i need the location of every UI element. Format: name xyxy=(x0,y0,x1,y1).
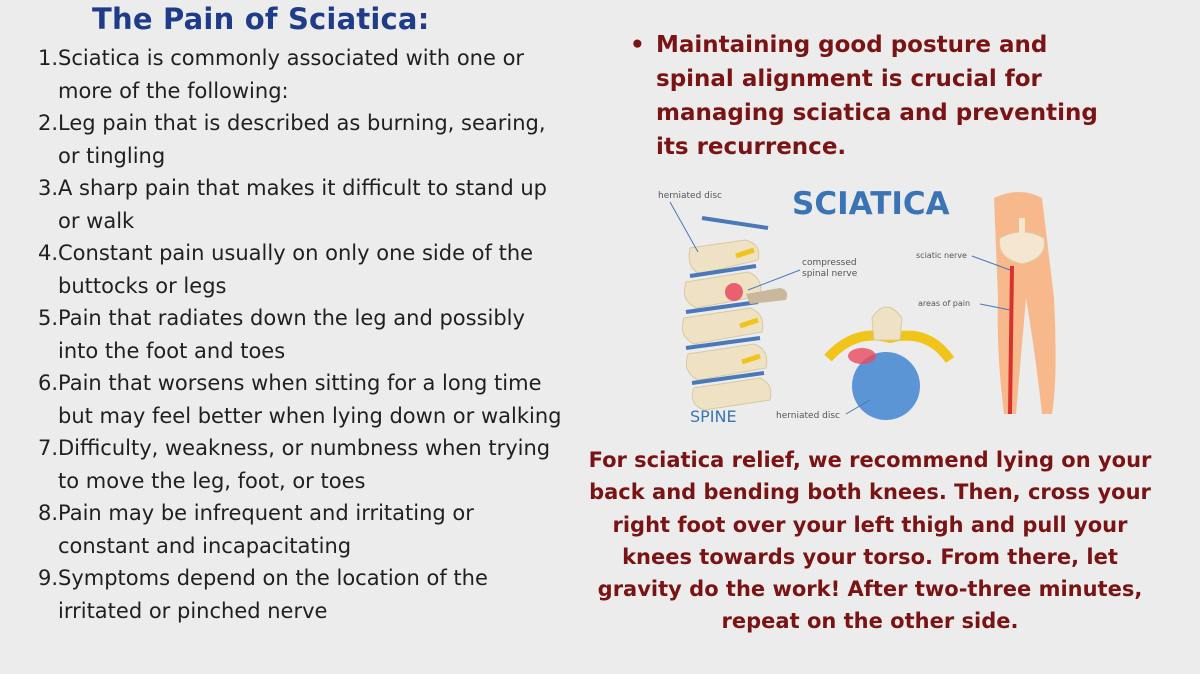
sciatica-illustration xyxy=(650,178,1080,430)
illustration-heading: SCIATICA xyxy=(792,186,950,222)
list-item: 2. Leg pain that is described as burning, searing, or tingling xyxy=(37,111,546,168)
posture-note-text: Maintaining good posture and spinal alignment is crucial for managing sciatica and preventing its recurrence. xyxy=(656,32,1098,160)
label-sciatic-nerve: sciatic nerve xyxy=(916,251,967,260)
label-herniated-disc-bottom: herniated disc xyxy=(776,411,840,421)
spine-label: SPINE xyxy=(690,407,737,426)
label-areas-of-pain: areas of pain xyxy=(918,299,971,308)
page-title: The Pain of Sciatica: xyxy=(92,2,430,36)
label-herniated-disc-top: herniated disc xyxy=(658,191,722,201)
posture-note xyxy=(630,28,1130,164)
list-item: 8. Pain may be infrequent and irritating or constant and incapacitating xyxy=(37,501,474,558)
list-item: 1. Sciatica is commonly associated with one or more of the following: xyxy=(37,46,525,103)
label-compressed: compressed xyxy=(802,258,857,268)
bullet-icon: • xyxy=(630,32,645,58)
relief-instructions: For sciatica relief, we recommend lying on your back and bending both knees. Then, cross your right foot over your left thigh and pull your knees towards your torso. From there, let gravity do the work! After two-three minutes, repeat on the other side. xyxy=(588,448,1152,634)
list-item: 9. Symptoms depend on the location of the irritated or pinched nerve xyxy=(37,566,488,623)
list-item: 4. Constant pain usually on only one side of the buttocks or legs xyxy=(37,241,534,298)
list-item: 6. Pain that worsens when sitting for a long time but may feel better when lying down or walking xyxy=(37,371,562,428)
list-item: 5. Pain that radiates down the leg and possibly into the foot and toes xyxy=(37,306,525,363)
list-item: 7. Difficulty, weakness, or numbness when trying to move the leg, foot, or toes xyxy=(37,436,551,493)
label-spinal-nerve: spinal nerve xyxy=(802,269,858,279)
symptom-list xyxy=(30,42,570,627)
list-item: 3. A sharp pain that makes it difficult to stand up or walk xyxy=(37,176,547,233)
